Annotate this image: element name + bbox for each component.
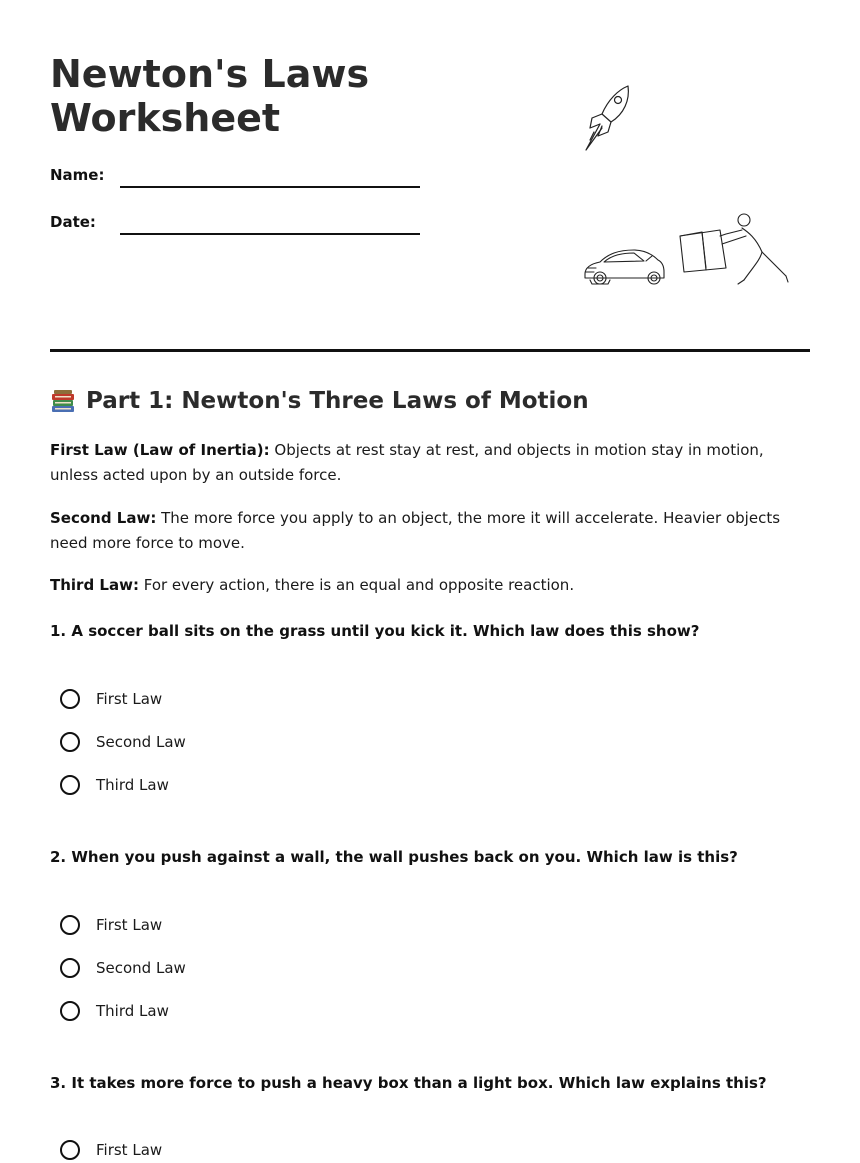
option-label: First Law [96, 916, 163, 934]
radio-button[interactable] [60, 775, 80, 795]
q2-option-third-law[interactable] [60, 998, 169, 1024]
q2-option-second-law[interactable] [60, 955, 186, 981]
name-input-line[interactable] [120, 186, 420, 188]
third-law-description [50, 573, 810, 598]
rocket-icon [578, 84, 634, 154]
radio-button[interactable] [60, 689, 80, 709]
name-field [50, 166, 422, 196]
q1-option-first-law[interactable] [60, 686, 162, 712]
header-divider [50, 349, 810, 352]
option-label: First Law [96, 690, 163, 708]
part1-title [50, 388, 589, 414]
q3-option-first-law[interactable] [60, 1137, 162, 1163]
name-label: Name: [50, 166, 105, 184]
second-law-term: Second Law: [50, 509, 157, 527]
radio-button[interactable] [60, 1140, 80, 1160]
radio-button[interactable] [60, 915, 80, 935]
books-icon [50, 388, 76, 414]
title-line-2: Worksheet [50, 96, 281, 140]
worksheet-title [50, 52, 410, 140]
q1-option-third-law[interactable] [60, 772, 169, 798]
option-label: Second Law [96, 959, 186, 977]
option-label: Second Law [96, 733, 186, 751]
date-label: Date: [50, 213, 96, 231]
radio-button[interactable] [60, 958, 80, 978]
q1-option-second-law[interactable] [60, 729, 186, 755]
question-3: 3. It takes more force to push a heavy box than a light box. Which law explains this? [50, 1074, 767, 1092]
radio-button[interactable] [60, 1001, 80, 1021]
first-law-term: First Law (Law of Inertia): [50, 441, 270, 459]
third-law-term: Third Law: [50, 576, 139, 594]
question-1: 1. A soccer ball sits on the grass until you kick it. Which law does this show? [50, 622, 700, 640]
option-label: Third Law [96, 776, 169, 794]
part1-title-text: Part 1: Newton's Three Laws of Motion [86, 388, 589, 414]
title-line-1: Newton's Laws [50, 52, 370, 96]
first-law-description [50, 438, 810, 488]
q2-option-first-law[interactable] [60, 912, 162, 938]
date-field [50, 213, 422, 243]
option-label: Third Law [96, 1002, 169, 1020]
second-law-description [50, 506, 810, 556]
radio-button[interactable] [60, 732, 80, 752]
third-law-text: For every action, there is an equal and opposite reaction. [138, 576, 575, 594]
option-label: First Law [96, 1141, 163, 1159]
second-law-text: The more force you apply to an object, the more it will accelerate. Heavier objects need more force to move. [50, 509, 781, 552]
question-2: 2. When you push against a wall, the wall pushes back on you. Which law is this? [50, 848, 738, 866]
date-input-line[interactable] [120, 233, 420, 235]
car-icon [582, 244, 666, 288]
person-pushing-box-icon [676, 210, 792, 290]
first-law-text: Objects at rest stay at rest, and objects in motion stay in motion, unless acted upon by an outside force. [50, 441, 764, 484]
